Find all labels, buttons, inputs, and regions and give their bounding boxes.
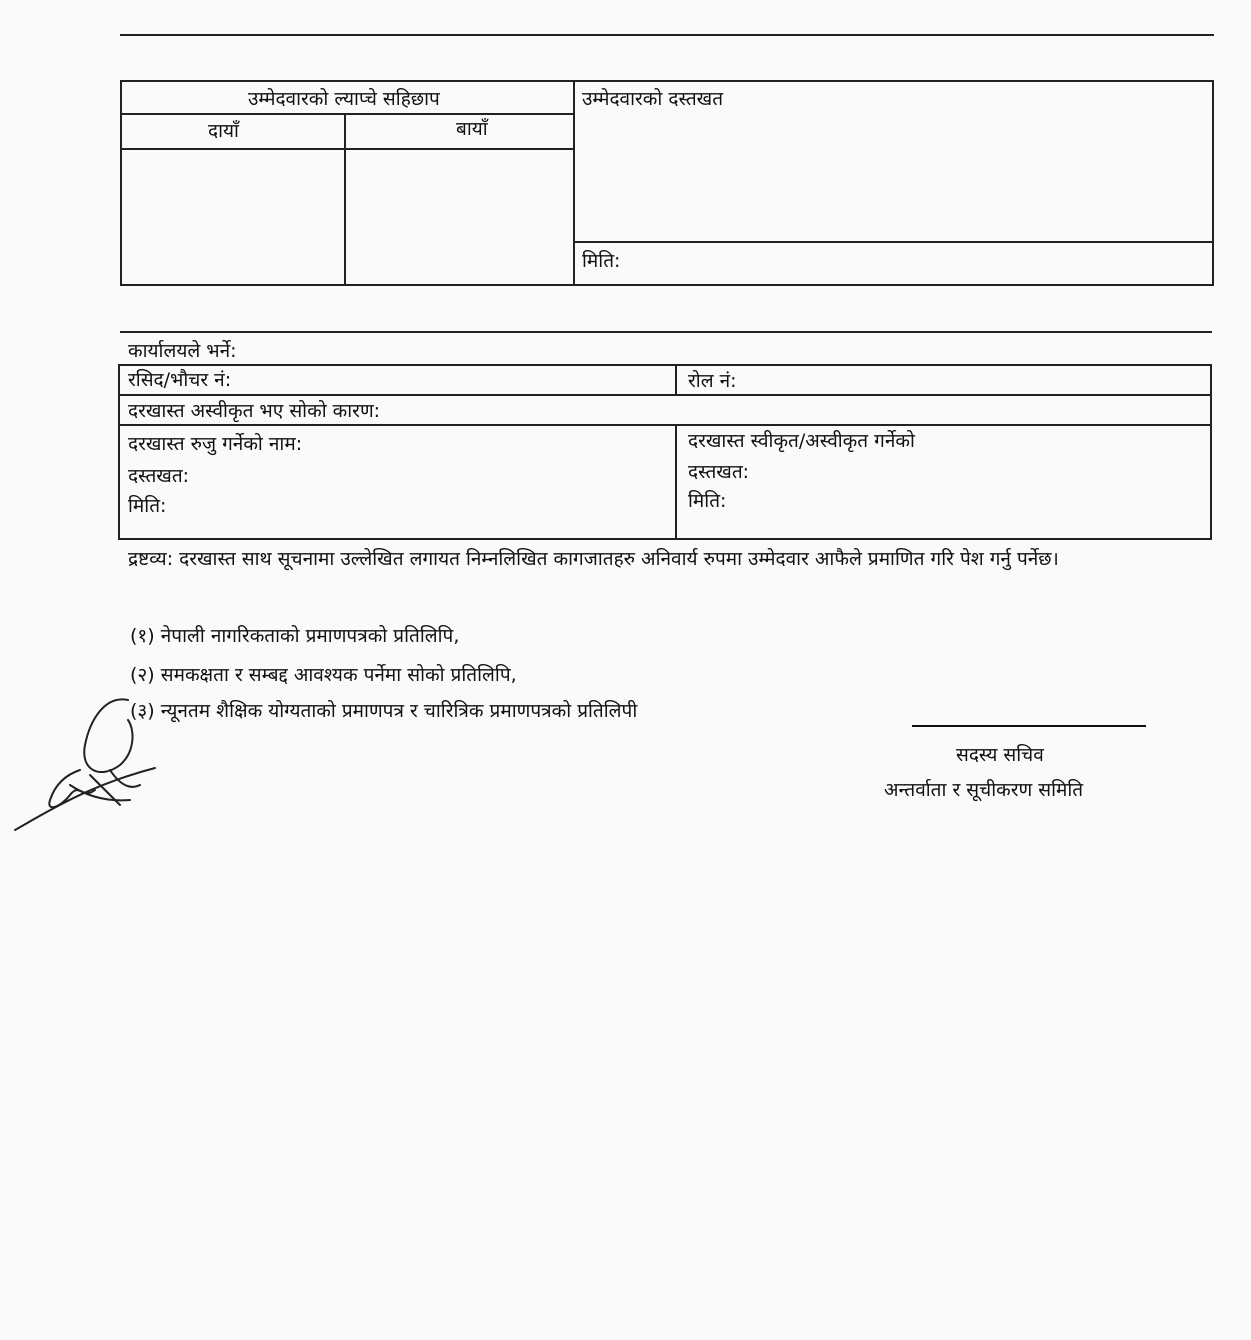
document-item-3: (३) न्यूनतम शैक्षिक योग्यताको प्रमाणपत्र र चारित्रिक प्रमाणपत्रको प्रतिलिपी <box>130 700 638 722</box>
document-item-2: (२) समकक्षता र सम्बद्द आवश्यक पर्नेमा सोको प्रतिलिपि, <box>130 664 517 686</box>
office-section-rule <box>120 331 1212 333</box>
approver-sign-label: दस्तखत: <box>688 461 750 483</box>
note-text: द्रष्टव्य: दरखास्त साथ सूचनामा उल्लेखित लगायत निम्नलिखित कागजातहरु अनिवार्य रुपमा उम्मेदवार आफैले प्रमाणित गरि पेश गर्नु पर्नेछ। <box>128 548 1059 570</box>
top-rule <box>120 34 1214 36</box>
submitter-sign-label: दस्तखत: <box>128 465 190 487</box>
thumbprint-divider <box>573 80 575 286</box>
member-secretary: सदस्य सचिव <box>956 744 1044 766</box>
rejection-reason-label: दरखास्त अस्वीकृत भए सोको कारण: <box>128 400 381 422</box>
thumb-column-divider <box>344 113 346 286</box>
right-thumb-label: दायाँ <box>208 120 239 142</box>
left-thumb-label: बायाँ <box>456 118 488 140</box>
approver-label: दरखास्त स्वीकृत/अस्वीकृत गर्नेको <box>688 430 915 452</box>
signature-line <box>912 725 1146 727</box>
thumb-header: उम्मेदवारको ल्याप्चे सहिछाप <box>248 88 440 110</box>
submitter-name-label: दरखास्त रुजु गर्नेको नाम: <box>128 433 303 455</box>
candidate-signature-label: उम्मेदवारको दस्तखत <box>582 88 724 110</box>
candidate-date-label: मिति: <box>582 250 621 272</box>
approver-date-label: मिति: <box>688 490 727 512</box>
receipt-number-label: रसिद/भौचर नं: <box>128 369 232 391</box>
office-row1-rule <box>118 394 1212 396</box>
committee-name: अन्तर्वाता र सूचीकरण समिति <box>884 779 1084 801</box>
submitter-date-label: मिति: <box>128 495 167 517</box>
document-item-1: (१) नेपाली नागरिकताको प्रमाणपत्रको प्रतिलिपि, <box>130 625 460 647</box>
date-row-rule <box>573 241 1214 243</box>
office-row2-rule <box>118 424 1212 426</box>
thumb-header-rule <box>120 113 574 115</box>
office-use-heading: कार्यालयले भर्ने: <box>128 340 237 362</box>
roll-number-label: रोल नं: <box>688 370 737 392</box>
thumbprint-table <box>120 80 1214 286</box>
office-row1-divider <box>675 364 677 395</box>
thumb-subheader-rule <box>120 148 574 150</box>
handwritten-signature <box>10 690 170 840</box>
office-row3-divider <box>675 424 677 540</box>
